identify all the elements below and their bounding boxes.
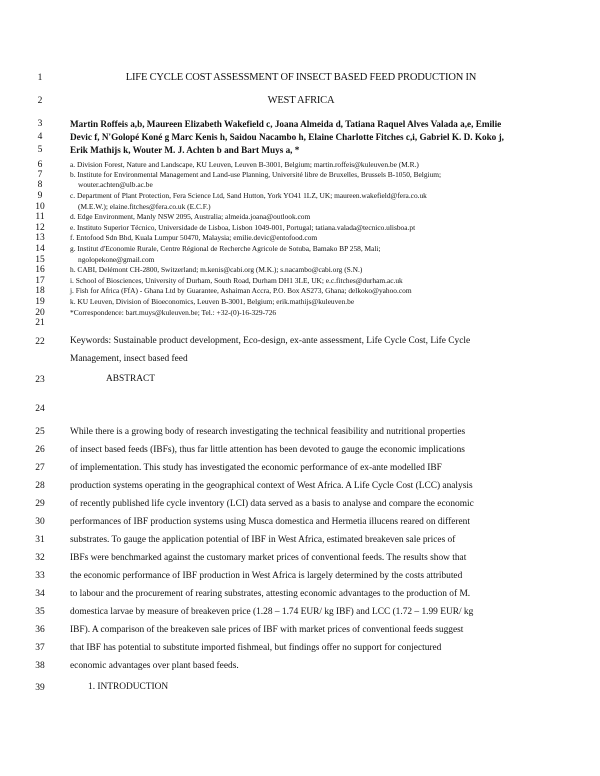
abstract-line: domestica larvae by measure of breakeven price (1.28 – 1.74 EUR/ kg IBF) and LCC (1.72 – 1.99 EUR/ kg <box>70 607 474 617</box>
author-line: Martin Roffeis a,b, Maureen Elizabeth Wakefield c, Joana Almeida d, Tatiana Raquel Alves Valada a,e, Emilie <box>70 119 502 129</box>
abstract-line: to labour and the procurement of rearing substrates, attesting economic advantages to the production of M. <box>70 589 471 599</box>
line-number: 30 <box>35 517 45 527</box>
line-number: 16 <box>35 265 45 275</box>
paper-title-line-2: WEST AFRICA <box>267 95 335 106</box>
line-number: 4 <box>37 132 43 142</box>
abstract-line: production systems operating in the geographical context of West Africa. A Life Cycle Cost (LCC) analysis <box>70 481 473 491</box>
line-number: 22 <box>35 337 45 347</box>
paper-title-line-1: LIFE CYCLE COST ASSESSMENT OF INSECT BASED FEED PRODUCTION IN <box>125 72 477 83</box>
line-number: 20 <box>35 308 45 318</box>
line-number: 27 <box>35 463 45 473</box>
affiliation: b. Institute for Environmental Management and Land-use Planning, Université libre de Bruxelles, Brussels B-1050, Belgium; <box>70 170 442 179</box>
keywords-line: Management, insect based feed <box>70 354 188 364</box>
introduction-heading: 1. INTRODUCTION <box>88 682 169 692</box>
abstract-line: economic advantages over plant based feeds. <box>70 661 239 671</box>
line-number: 23 <box>35 375 45 385</box>
affiliation: f. Entofood Sdn Bhd, Kuala Lumpur 50470, Malaysia; emilie.devic@entofood.com <box>70 233 318 242</box>
correspondence: *Correspondence: bart.muys@kuleuven.be; Tel.: +32-(0)-16-329-726 <box>70 308 277 317</box>
abstract-line: that IBF has potential to substitute imported fishmeal, but findings offer no support for conjectured <box>70 643 442 653</box>
line-number: 31 <box>35 535 45 545</box>
line-number: 5 <box>37 145 43 155</box>
affiliation: h. CABI, Delémont CH-2800, Switzerland; m.kenis@cabi.org (M.K.); s.nacambo@cabi.org (S.N.) <box>70 265 363 274</box>
line-number: 29 <box>35 499 45 509</box>
author-line: Erik Mathijs k, Wouter M. J. Achten b and Bart Muys a, * <box>70 145 300 155</box>
line-number: 18 <box>35 286 45 296</box>
abstract-heading: ABSTRACT <box>106 374 155 384</box>
abstract-line: the economic performance of IBF production in West Africa is largely determined by the costs attributed <box>70 571 463 581</box>
line-number: 3 <box>37 119 43 129</box>
line-number: 39 <box>35 683 45 693</box>
line-number: 8 <box>37 180 43 190</box>
line-number: 14 <box>35 244 45 254</box>
affiliation: d. Edge Environment, Manly NSW 2095, Australia; almeida.joana@outlook.com <box>70 212 311 221</box>
affiliation: a. Division Forest, Nature and Landscape, KU Leuven, Leuven B-3001, Belgium; martin.roffeis@kuleuven.be (M.R.) <box>70 160 419 169</box>
line-number: 35 <box>35 607 45 617</box>
line-number: 2 <box>37 96 43 106</box>
line-number: 17 <box>35 276 45 286</box>
affiliation: (M.E.W.); elaine.fitches@fera.co.uk (E.C.F.) <box>78 202 211 211</box>
line-number: 15 <box>35 255 45 265</box>
line-number: 9 <box>37 191 43 201</box>
affiliation: wouter.achten@ulb.ac.be <box>78 180 153 189</box>
abstract-line: IBFs were benchmarked against the customary market prices of conventional feeds. The results show that <box>70 553 467 563</box>
affiliation: c. Department of Plant Protection, Fera Science Ltd, Sand Hutton, York YO41 1LZ, UK; maureen.wakefield@fera.co.uk <box>70 191 427 200</box>
line-number: 19 <box>35 297 45 307</box>
abstract-line: of implementation. This study has investigated the economic performance of ex-ante modelled IBF <box>70 463 442 473</box>
affiliation: g. Institut d'Economie Rurale, Centre Régional de Recherche Agricole de Sotuba, Bamako BP 258, Mali; <box>70 244 381 253</box>
affiliation: j. Fish for Africa (FfA) - Ghana Ltd by Guarantee, Ashaiman Accra, P.O. Box AS273, Ghana; delkoko@yahoo.com <box>70 286 412 295</box>
line-number: 25 <box>35 427 45 437</box>
abstract-line: of insect based feeds (IBFs), thus far little attention has been devoted to gauge the economic implications <box>70 445 465 455</box>
line-number: 34 <box>35 589 45 599</box>
line-number: 32 <box>35 553 45 563</box>
line-number: 21 <box>35 318 45 328</box>
line-number: 10 <box>35 202 45 212</box>
affiliation: k. KU Leuven, Division of Bioeconomics, Leuven B-3001, Belgium; erik.mathijs@kuleuven.be <box>70 297 355 306</box>
line-number: 13 <box>35 233 45 243</box>
line-number: 24 <box>35 404 45 414</box>
line-number: 28 <box>35 481 45 491</box>
affiliation: ngolopekone@gmail.com <box>78 255 155 264</box>
line-number: 38 <box>35 661 45 671</box>
abstract-line: While there is a growing body of research investigating the technical feasibility and nutritional properties <box>70 427 466 437</box>
line-number: 1 <box>37 73 43 83</box>
affiliation: e. Instituto Superior Técnico, Universidade de Lisboa, Lisbon 1049-001, Portugal; tatiana.valada@tecnico.ulisboa.pt <box>70 223 416 232</box>
line-number: 11 <box>35 212 45 222</box>
abstract-line: substrates. To gauge the application potential of IBF in West Africa, estimated breakeven sale prices of <box>70 535 456 545</box>
abstract-line: performances of IBF production systems using Musca domestica and Hermetia illucens reared on different <box>70 517 470 527</box>
abstract-line: IBF). A comparison of the breakeven sale prices of IBF with market prices of conventional feeds suggest <box>70 625 464 635</box>
line-number: 36 <box>35 625 45 635</box>
line-number: 6 <box>37 160 43 170</box>
keywords-line: Keywords: Sustainable product development, Eco-design, ex-ante assessment, Life Cycle Cost, Life Cycle <box>70 336 471 346</box>
author-line: Devic f, N'Golopé Koné g Marc Kenis h, Saidou Nacambo h, Elaine Charlotte Fitches c,i, Gabriel K. D. Koko j, <box>70 132 504 142</box>
line-number: 37 <box>35 643 45 653</box>
affiliation: i. School of Biosciences, University of Durham, South Road, Durham DH1 3LE, UK; e.c.fitches@durham.ac.uk <box>70 276 403 285</box>
line-number: 33 <box>35 571 45 581</box>
line-number: 7 <box>37 170 43 180</box>
line-number: 26 <box>35 445 45 455</box>
line-number: 12 <box>35 223 45 233</box>
abstract-line: of recently published life cycle inventory (LCI) data served as a basis to analyse and compare the economic <box>70 499 474 509</box>
